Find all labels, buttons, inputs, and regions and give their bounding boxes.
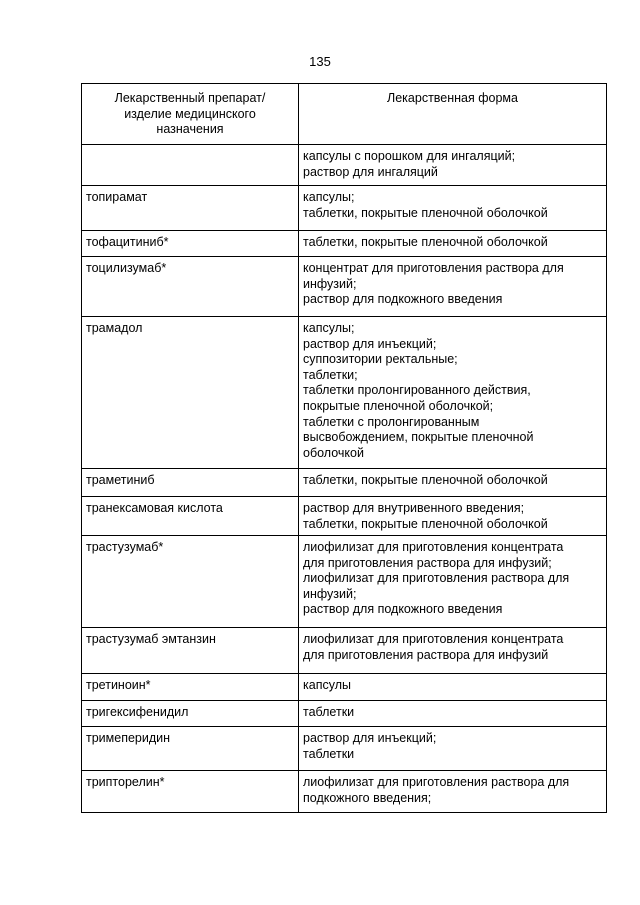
drug-table [81, 83, 607, 813]
drug-form: капсулы; раствор для инъекций; суппозитории ректальные; таблетки; таблетки пролонгированного действия, покрытые пленочной оболочкой; таблетки с пролонгированным высвобождением, покрытые пленочной оболочкой [303, 321, 534, 460]
drug-form: раствор для внутривенного введения; таблетки, покрытые пленочной оболочкой [303, 501, 548, 531]
drug-name: третиноин* [86, 678, 151, 692]
drug-form: раствор для инъекций; таблетки [303, 731, 437, 761]
drug-name-cell [82, 628, 299, 674]
drug-form: капсулы; таблетки, покрытые пленочной оболочкой [303, 190, 548, 220]
drug-name-cell [82, 771, 299, 813]
drug-form: концентрат для приготовления раствора для инфузий; раствор для подкожного введения [303, 261, 564, 307]
drug-name: тоцилизумаб* [86, 261, 167, 275]
drug-name: трамадол [86, 321, 143, 335]
drug-name: трастузумаб эмтанзин [86, 632, 216, 646]
drug-form-cell [299, 257, 607, 317]
table-header-row [82, 84, 607, 145]
header-form-label: Лекарственная форма [387, 91, 518, 105]
drug-form-cell [299, 771, 607, 813]
header-form [299, 84, 607, 145]
drug-name: тригексифенидил [86, 705, 189, 719]
drug-name: топирамат [86, 190, 148, 204]
drug-name-cell [82, 469, 299, 497]
drug-name: трастузумаб* [86, 540, 164, 554]
drug-name-cell [82, 317, 299, 469]
drug-form: лиофилизат для приготовления раствора для подкожного введения; [303, 775, 570, 805]
table-row [82, 674, 607, 701]
drug-name: тримеперидин [86, 731, 171, 745]
table-row [82, 469, 607, 497]
drug-form-cell [299, 628, 607, 674]
header-drug-label: Лекарственный препарат/ изделие медицинского назначения [114, 91, 266, 137]
drug-form-cell [299, 701, 607, 727]
drug-name-cell [82, 497, 299, 536]
table-row [82, 771, 607, 813]
drug-name-cell [82, 257, 299, 317]
drug-name: транексамовая кислота [86, 501, 223, 515]
header-drug [82, 84, 299, 145]
drug-name: тофацитиниб* [86, 235, 169, 249]
drug-form-cell [299, 469, 607, 497]
drug-form-cell [299, 727, 607, 771]
drug-form: капсулы с порошком для ингаляций; раствор для ингаляций [303, 149, 516, 179]
drug-name [82, 145, 298, 149]
table-row [82, 701, 607, 727]
table-row [82, 317, 607, 469]
drug-name-cell [82, 701, 299, 727]
table-row [82, 145, 607, 186]
drug-name-cell [82, 186, 299, 231]
table-row [82, 536, 607, 628]
drug-form: таблетки, покрытые пленочной оболочкой [303, 235, 548, 249]
drug-form: таблетки, покрытые пленочной оболочкой [303, 473, 548, 487]
drug-form-cell [299, 317, 607, 469]
drug-form-cell [299, 674, 607, 701]
drug-name-cell [82, 536, 299, 628]
drug-form-cell [299, 231, 607, 257]
drug-name-cell [82, 145, 299, 186]
drug-name: траметиниб [86, 473, 155, 487]
drug-name-cell [82, 231, 299, 257]
table-row [82, 628, 607, 674]
table-row [82, 257, 607, 317]
table-row [82, 727, 607, 771]
drug-form-cell [299, 186, 607, 231]
drug-name-cell [82, 674, 299, 701]
drug-form: лиофилизат для приготовления концентрата для приготовления раствора для инфузий; лиофилизат для приготовления раствора для инфузий; раствор для подкожного введения [303, 540, 570, 617]
drug-name: трипторелин* [86, 775, 165, 789]
drug-form-cell [299, 497, 607, 536]
page-number: 135 [309, 54, 331, 69]
drug-form: капсулы [303, 678, 351, 692]
drug-form: лиофилизат для приготовления концентрата для приготовления раствора для инфузий [303, 632, 564, 662]
drug-form-cell [299, 145, 607, 186]
table-row [82, 231, 607, 257]
drug-form: таблетки [303, 705, 355, 719]
drug-name-cell [82, 727, 299, 771]
table-row [82, 186, 607, 231]
drug-form-cell [299, 536, 607, 628]
table-row [82, 497, 607, 536]
